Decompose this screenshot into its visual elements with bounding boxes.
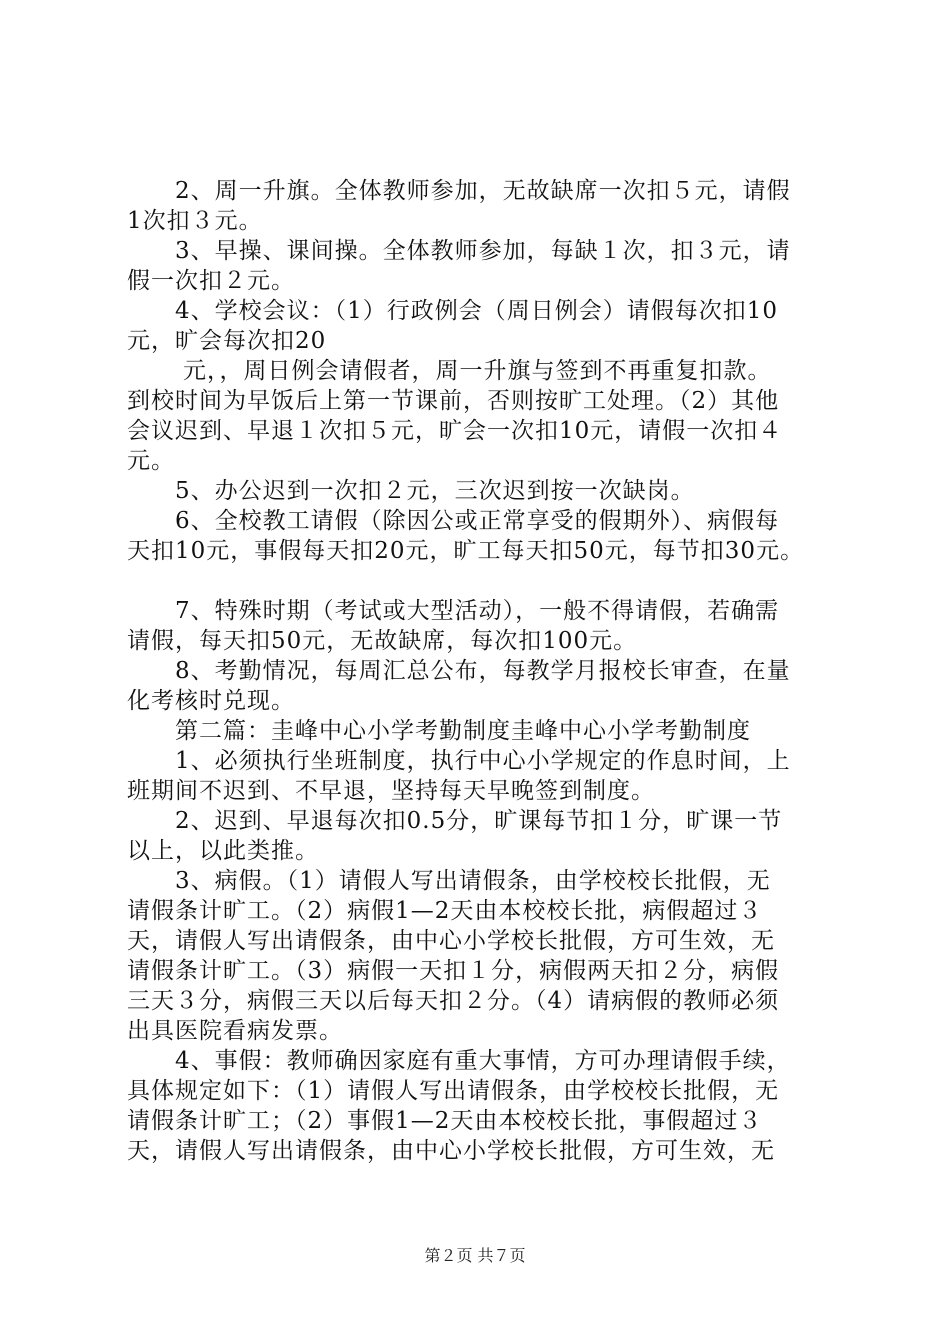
page-footer: 第２页 共７页: [424, 1246, 526, 1265]
text-line: 3、病假。（1）请假人写出请假条，由学校校长批假，无: [175, 868, 771, 894]
blank-line: [127, 566, 847, 596]
text-line: 元。: [127, 448, 175, 474]
text-line: 班期间不迟到、不早退，坚持每天早晚签到制度。: [127, 778, 655, 804]
text-line: 第二篇：圭峰中心小学考勤制度圭峰中心小学考勤制度: [175, 718, 751, 744]
text-line: 7、特殊时期（考试或大型活动），一般不得请假，若确需: [175, 598, 780, 624]
text-line: 请假条计旷工。（2）病假1—2天由本校校长批，病假超过３: [127, 898, 763, 924]
text-line: 化考核时兑现。: [127, 688, 295, 714]
text-line: 6、全校教工请假（除因公或正常享受的假期外）、病假每: [175, 508, 780, 534]
text-line: 1、必须执行坐班制度，执行中心小学规定的作息时间，上: [175, 748, 791, 774]
text-line: 元，，周日例会请假者，周一升旗与签到不再重复扣款。: [183, 358, 772, 384]
text-line: 天，请假人写出请假条，由中心小学校长批假，方可生效，无: [127, 1138, 775, 1164]
text-line: 8、考勤情况，每周汇总公布，每教学月报校长审查，在量: [175, 658, 791, 684]
text-line: 3、早操、课间操。全体教师参加，每缺１次，扣３元，请: [175, 238, 791, 264]
document-body: [127, 176, 847, 1166]
text-line: 天扣10元，事假每天扣20元，旷工每天扣50元，每节扣30元。: [127, 538, 805, 564]
text-line: 出具医院看病发票。: [127, 1018, 343, 1044]
text-line: 请假条计旷工。（3）病假一天扣１分，病假两天扣２分，病假: [127, 958, 780, 984]
text-line: 到校时间为早饭后上第一节课前，否则按旷工处理。（2）其他: [127, 388, 780, 414]
text-line: 4、学校会议：（1）行政例会（周日例会）请假每次扣10: [175, 298, 779, 324]
text-line: 2、迟到、早退每次扣0.5分，旷课每节扣１分，旷课一节: [175, 808, 783, 834]
text-line: 会议迟到、早退１次扣５元，旷会一次扣10元，请假一次扣４: [127, 418, 783, 444]
text-line: 2、周一升旗。全体教师参加，无故缺席一次扣５元，请假: [175, 178, 791, 204]
text-line: 5、办公迟到一次扣２元，三次迟到按一次缺岗。: [175, 478, 695, 504]
text-line: 天，请假人写出请假条，由中心小学校长批假，方可生效，无: [127, 928, 775, 954]
text-line: 请假条计旷工；（2）事假1—2天由本校校长批，事假超过３: [127, 1108, 763, 1134]
text-line: 元，旷会每次扣20: [127, 328, 327, 354]
text-line: 1次扣３元。: [127, 208, 263, 234]
text-line: 4、事假：教师确因家庭有重大事情，方可办理请假手续，: [175, 1048, 791, 1074]
text-line: 以上，以此类推。: [127, 838, 319, 864]
text-line: 三天３分，病假三天以后每天扣２分。（4）请病假的教师必须: [127, 988, 780, 1014]
text-line: 具体规定如下：（1）请假人写出请假条，由学校校长批假，无: [127, 1078, 780, 1104]
text-line: 请假，每天扣50元，无故缺席，每次扣100元。: [127, 628, 638, 654]
text-line: 假一次扣２元。: [127, 268, 295, 294]
